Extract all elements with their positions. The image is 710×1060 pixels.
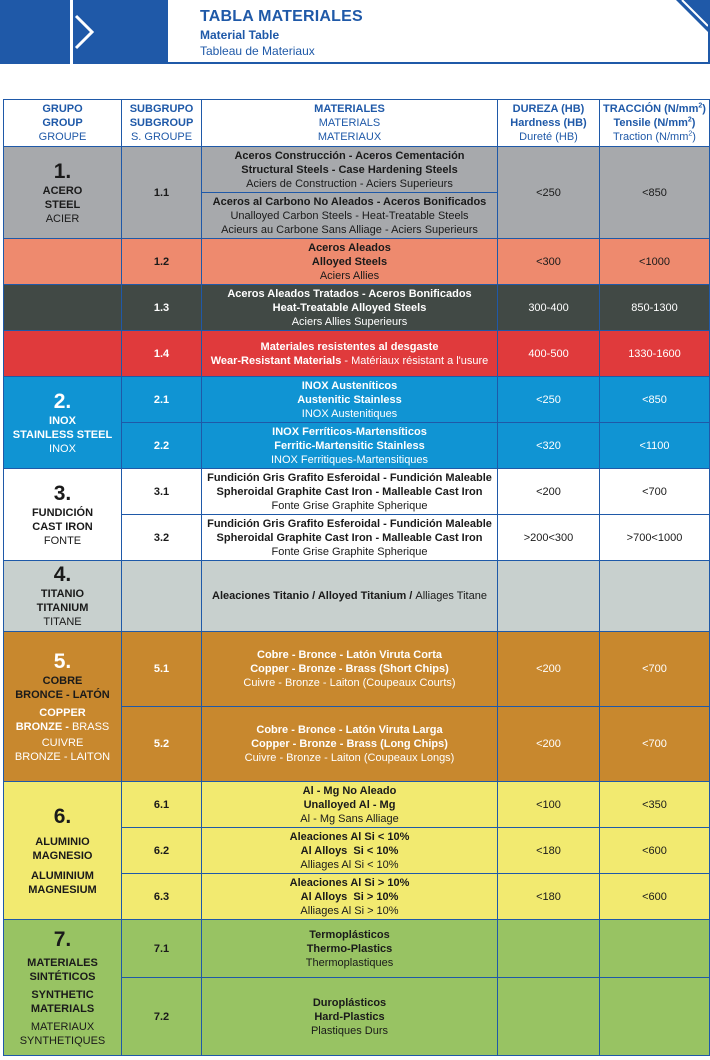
subgroup-cell: 2.2	[122, 423, 202, 469]
subgroup-cell-empty	[122, 561, 202, 632]
group-cell-2: 2. INOX STAINLESS STEEL INOX	[4, 377, 122, 469]
table-row	[4, 920, 710, 978]
subgroup-cell: 6.1	[122, 782, 202, 828]
tensile-cell: <600	[600, 828, 710, 874]
group-cell-7: 7. MATERIALES SINTÉTICOS SYNTHETIC MATERIALS MATERIAUX SYNTHETIQUES	[4, 920, 122, 1056]
table-row	[4, 632, 710, 707]
header-title-box	[168, 0, 710, 64]
material-cell: Termoplásticos Thermo-Plastics Thermoplastiques	[202, 920, 498, 978]
material-cell: Aceros Construcción - Aceros Cementación Structural Steels - Case Hardening Steels Aciers de Construction - Aciers Superieurs	[202, 147, 498, 193]
tensile-cell: <600	[600, 874, 710, 920]
hardness-cell-empty	[498, 561, 600, 632]
tensile-cell: <850	[600, 147, 710, 239]
col-header-materials: MATERIALES MATERIALS MATERIAUX	[202, 100, 498, 147]
group-cell-5: 5. COBRE BRONCE - LATÓN COPPER BRONZE - BRASS CUIVRE BRONZE - LAITON	[4, 632, 122, 782]
group-cell-4: 4. TITANIO TITANIUM TITANE	[4, 561, 122, 632]
col-header-subgroup: SUBGRUPO SUBGROUP S. GROUPE	[122, 100, 202, 147]
hardness-cell: <200	[498, 469, 600, 515]
page-header	[0, 0, 710, 64]
material-cell: Fundición Gris Grafito Esferoidal - Fundición Maleable Spheroidal Graphite Cast Iron - Malleable Cast Iron Fonte Grise Graphite Spherique	[202, 515, 498, 561]
tensile-cell: <700	[600, 707, 710, 782]
material-cell: Al - Mg No Aleado Unalloyed Al - Mg Al - Mg Sans Alliage	[202, 782, 498, 828]
subgroup-cell: 1.1	[122, 147, 202, 239]
table-row	[4, 147, 710, 193]
subgroup-cell: 3.2	[122, 515, 202, 561]
subgroup-cell: 1.4	[122, 331, 202, 377]
tensile-cell: <1100	[600, 423, 710, 469]
material-cell: INOX Austeníticos Austenitic Stainless INOX Austenitiques	[202, 377, 498, 423]
chevron-right-icon	[72, 14, 96, 50]
table-row	[4, 782, 710, 828]
hardness-cell-empty	[498, 978, 600, 1056]
col-header-tensile: TRACCIÓN $(N/mm^2)$ Tensile $(N/mm^2)$ Traction $(N/mm^2)$	[600, 100, 710, 147]
material-cell: Aceros al Carbono No Aleados - Aceros Bonificados Unalloyed Carbon Steels - Heat-Treatable Steels Acieurs au Carbone Sans Alliage - Aciers Superieurs	[202, 193, 498, 239]
tensile-cell: 850-1300	[600, 285, 710, 331]
material-cell: Aleaciones Titanio / Alloyed Titanium / Alliages Titane	[202, 561, 498, 632]
tensile-cell: <1000	[600, 239, 710, 285]
tensile-cell: <350	[600, 782, 710, 828]
hardness-cell: <250	[498, 147, 600, 239]
hardness-cell: <200	[498, 632, 600, 707]
tensile-cell-empty	[600, 978, 710, 1056]
subgroup-cell: 5.2	[122, 707, 202, 782]
hardness-cell: >200<300	[498, 515, 600, 561]
group-cell-6: 6. ALUMINIO MAGNESIO ALUMINIUM MAGNESIUM	[4, 782, 122, 920]
tensile-cell-empty	[600, 561, 710, 632]
tensile-cell: <700	[600, 632, 710, 707]
subgroup-cell: 6.2	[122, 828, 202, 874]
material-cell: INOX Ferríticos-Martensíticos Ferritic-Martensitic Stainless INOX Ferritiques-Martensitiques	[202, 423, 498, 469]
table-row	[4, 331, 710, 377]
material-cell: Aleaciones Al Si < 10% Al Alloys Si < 10% Alliages Al Si < 10%	[202, 828, 498, 874]
page-subtitle-en: Material Table	[200, 28, 280, 42]
hardness-cell: <180	[498, 874, 600, 920]
corner-fold-icon	[676, 0, 708, 32]
hardness-cell: <300	[498, 239, 600, 285]
tensile-cell: <850	[600, 377, 710, 423]
material-cell: Cobre - Bronce - Latón Viruta Larga Copper - Bronze - Brass (Long Chips) Cuivre - Bronze - Laiton (Coupeaux Longs)	[202, 707, 498, 782]
tensile-cell: 1330-1600	[600, 331, 710, 377]
materials-table	[3, 99, 710, 1056]
group-cell-3: 3. FUNDICIÓN CAST IRON FONTE	[4, 469, 122, 561]
col-header-hardness: DUREZA (HB) Hardness (HB) Dureté (HB)	[498, 100, 600, 147]
subgroup-cell: 3.1	[122, 469, 202, 515]
material-cell: Aleaciones Al Si > 10% Al Alloys Si > 10% Alliages Al Si > 10%	[202, 874, 498, 920]
tensile-cell: <700	[600, 469, 710, 515]
table-header-row	[4, 100, 710, 147]
table-row	[4, 469, 710, 515]
group-cell-empty	[4, 239, 122, 285]
hardness-cell: <250	[498, 377, 600, 423]
subgroup-cell: 2.1	[122, 377, 202, 423]
page-subtitle-fr: Tableau de Materiaux	[200, 44, 315, 58]
subgroup-cell: 7.2	[122, 978, 202, 1056]
hardness-cell: <180	[498, 828, 600, 874]
subgroup-cell: 5.1	[122, 632, 202, 707]
group-cell-empty	[4, 331, 122, 377]
material-cell: Aceros Aleados Tratados - Aceros Bonificados Heat-Treatable Alloyed Steels Aciers Allies Superieurs	[202, 285, 498, 331]
material-cell: Fundición Gris Grafito Esferoidal - Fundición Maleable Spheroidal Graphite Cast Iron - Malleable Cast Iron Fonte Grise Graphite Spherique	[202, 469, 498, 515]
hardness-cell: <320	[498, 423, 600, 469]
page-title: TABLA MATERIALES	[200, 8, 363, 25]
subgroup-cell: 6.3	[122, 874, 202, 920]
material-cell: Cobre - Bronce - Latón Viruta Corta Copper - Bronze - Brass (Short Chips) Cuivre - Bronze - Laiton (Coupeaux Courts)	[202, 632, 498, 707]
table-row	[4, 377, 710, 423]
material-cell: Aceros Aleados Alloyed Steels Aciers Allies	[202, 239, 498, 285]
table-row	[4, 239, 710, 285]
group-cell-1: 1. ACERO STEEL ACIER	[4, 147, 122, 239]
hardness-cell-empty	[498, 920, 600, 978]
hardness-cell: <200	[498, 707, 600, 782]
hardness-cell: 400-500	[498, 331, 600, 377]
subgroup-cell: 1.2	[122, 239, 202, 285]
table-row	[4, 285, 710, 331]
tensile-cell-empty	[600, 920, 710, 978]
material-cell: Duroplásticos Hard-Plastics Plastiques Durs	[202, 978, 498, 1056]
subgroup-cell: 7.1	[122, 920, 202, 978]
material-cell: Materiales resistentes al desgaste Wear-Resistant Materials - Matériaux résistant a l'usure	[202, 331, 498, 377]
group-cell-empty	[4, 285, 122, 331]
hardness-cell: <100	[498, 782, 600, 828]
subgroup-cell: 1.3	[122, 285, 202, 331]
tensile-cell: >700<1000	[600, 515, 710, 561]
table-row	[4, 561, 710, 632]
col-header-group: GRUPO GROUP GROUPE	[4, 100, 122, 147]
hardness-cell: 300-400	[498, 285, 600, 331]
